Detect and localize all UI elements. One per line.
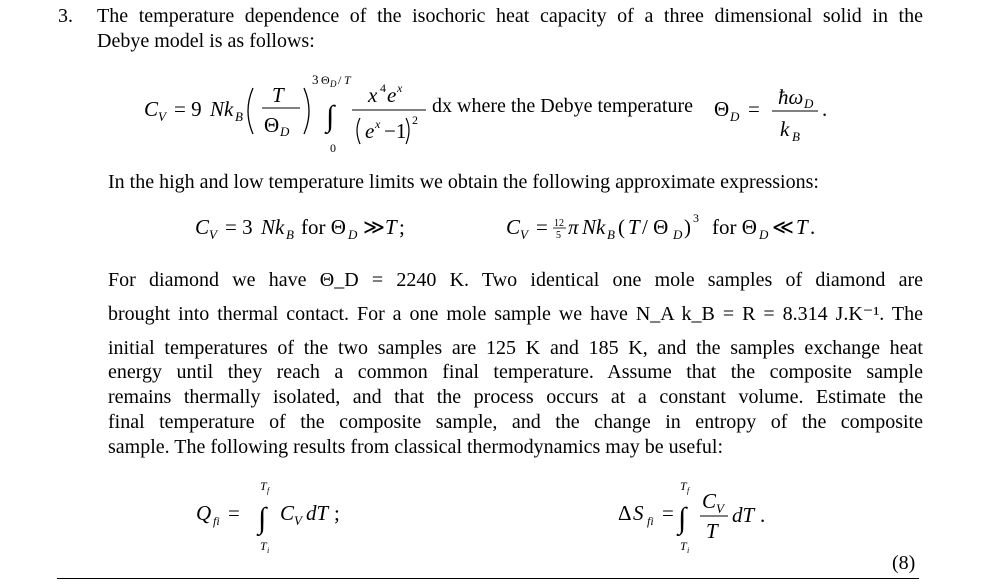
svg-text:C: C xyxy=(195,215,210,239)
svg-text:f: f xyxy=(687,486,690,495)
high-temperature-limit xyxy=(195,212,445,244)
paragraph-line-6: final temperature of the composite sample, and the change in entropy of the composite xyxy=(108,411,923,433)
svg-text:=: = xyxy=(536,215,548,239)
svg-text:C: C xyxy=(280,501,295,525)
problem-number: 3. xyxy=(58,5,73,27)
svg-text:x: x xyxy=(368,83,378,107)
svg-text:dT: dT xyxy=(732,503,755,527)
svg-text:Δ: Δ xyxy=(618,501,632,525)
svg-text:D: D xyxy=(330,79,337,89)
svg-text:Nk: Nk xyxy=(210,97,234,121)
marks-label: (8) xyxy=(892,552,916,574)
svg-text:T: T xyxy=(272,83,284,107)
svg-text:D: D xyxy=(730,109,740,124)
svg-text:∫: ∫ xyxy=(258,502,267,535)
svg-text:2: 2 xyxy=(412,113,418,127)
svg-text:= 9: = 9 xyxy=(174,97,202,121)
svg-text:Q: Q xyxy=(196,501,212,525)
svg-text:;: ; xyxy=(334,501,340,525)
svg-text:/: / xyxy=(338,73,342,87)
svg-text:(: ( xyxy=(618,215,625,239)
svg-text:5: 5 xyxy=(556,230,561,241)
paragraph-line-4: energy until they reach a common final temperature. Assume that the composite sample xyxy=(108,361,923,383)
svg-text:e: e xyxy=(365,119,375,143)
debye-where-text: dx where the Debye temperature xyxy=(432,95,693,117)
svg-text:B: B xyxy=(792,129,800,144)
svg-text:i: i xyxy=(267,546,270,555)
svg-text:T: T xyxy=(706,519,718,543)
svg-text:.: . xyxy=(810,215,816,239)
svg-text:B: B xyxy=(607,227,615,242)
svg-text:dT: dT xyxy=(306,501,329,525)
entropy-integral-equation xyxy=(618,476,798,556)
svg-text:f: f xyxy=(267,486,270,495)
paragraph-line-7: sample. The following results from classical thermodynamics may be useful: xyxy=(108,436,724,458)
svg-text:k: k xyxy=(780,117,790,141)
bottom-divider xyxy=(57,578,919,579)
svg-text:Θ: Θ xyxy=(714,97,730,121)
debye-temperature-definition xyxy=(712,80,832,150)
svg-text:i: i xyxy=(687,546,690,555)
svg-text:Θ: Θ xyxy=(321,73,330,87)
svg-text:−1: −1 xyxy=(384,119,407,143)
svg-text:≪: ≪ xyxy=(772,215,794,239)
svg-text:∫: ∫ xyxy=(326,100,335,133)
svg-text:∫: ∫ xyxy=(678,502,687,535)
svg-text:T: T xyxy=(344,73,351,87)
svg-text:3: 3 xyxy=(693,211,699,225)
svg-text:≫: ≫ xyxy=(363,215,385,239)
paragraph-line-5: remains thermally isolated, and that the process occurs at a constant volume. Estimate the xyxy=(108,386,923,408)
svg-text:=: = xyxy=(662,501,674,525)
svg-text:C: C xyxy=(144,97,159,121)
svg-text:D: D xyxy=(673,227,683,242)
svg-text:Nk: Nk xyxy=(582,215,606,239)
svg-text:/ Θ: / Θ xyxy=(642,215,669,239)
svg-text:V: V xyxy=(716,501,724,516)
low-temperature-limit xyxy=(506,210,836,244)
svg-text:T: T xyxy=(680,479,687,493)
svg-text:fi: fi xyxy=(647,514,654,528)
svg-text:.: . xyxy=(822,97,828,121)
paragraph-line-3: initial temperatures of the two samples are 125 K and 185 K, and the samples exchange heat xyxy=(108,337,923,359)
svg-text:T: T xyxy=(680,539,687,553)
svg-text:C: C xyxy=(506,215,521,239)
svg-text:T: T xyxy=(628,215,640,239)
svg-text:=: = xyxy=(228,501,240,525)
svg-text:Θ: Θ xyxy=(264,113,280,137)
svg-text:D: D xyxy=(759,227,769,242)
svg-text:fi: fi xyxy=(213,514,220,528)
svg-text:D: D xyxy=(348,227,358,242)
svg-text:V: V xyxy=(209,227,217,242)
svg-text:= 3: = 3 xyxy=(225,215,253,239)
intro-line-1: The temperature dependence of the isochoric heat capacity of a three dimensional solid in the xyxy=(97,5,923,27)
svg-text:12: 12 xyxy=(554,218,564,229)
limits-intro: In the high and low temperature limits we obtain the following approximate expressions: xyxy=(108,171,819,193)
svg-text:B: B xyxy=(235,109,243,124)
intro-line-2: Debye model is as follows: xyxy=(97,30,315,52)
heat-integral-equation xyxy=(196,476,376,556)
svg-text:C: C xyxy=(702,489,717,513)
svg-text:3: 3 xyxy=(312,72,319,87)
svg-text:V: V xyxy=(520,227,528,242)
svg-text:4: 4 xyxy=(380,81,386,95)
svg-text:.: . xyxy=(760,503,766,527)
paragraph-line-1: For diamond we have Θ_D = 2240 K. Two identical one mole samples of diamond are xyxy=(108,269,923,291)
svg-text:for Θ: for Θ xyxy=(301,215,346,239)
svg-text:x: x xyxy=(397,81,403,95)
paragraph-line-2: brought into thermal contact. For a one mole sample we have N_A k_B = R = 8.314 J.K⁻¹. The xyxy=(108,303,923,325)
svg-text:D: D xyxy=(280,124,290,139)
svg-text:e: e xyxy=(387,83,397,107)
svg-text:for Θ: for Θ xyxy=(712,215,757,239)
svg-text:=: = xyxy=(748,97,760,121)
svg-text:Nk: Nk xyxy=(261,215,285,239)
svg-text:T: T xyxy=(260,479,267,493)
svg-text:V: V xyxy=(158,109,166,124)
svg-text:T: T xyxy=(260,539,267,553)
svg-text:T: T xyxy=(796,215,808,239)
svg-text:x: x xyxy=(375,117,381,131)
svg-text:T: T xyxy=(385,215,397,239)
svg-text:D: D xyxy=(804,96,814,111)
svg-text:V: V xyxy=(294,513,302,528)
svg-text:;: ; xyxy=(399,215,405,239)
svg-text:S: S xyxy=(633,501,644,525)
svg-text:B: B xyxy=(286,227,294,242)
svg-text:): ) xyxy=(684,215,691,239)
svg-text:π: π xyxy=(568,215,579,239)
svg-text:0: 0 xyxy=(330,141,336,155)
svg-text:ħω: ħω xyxy=(778,85,804,109)
